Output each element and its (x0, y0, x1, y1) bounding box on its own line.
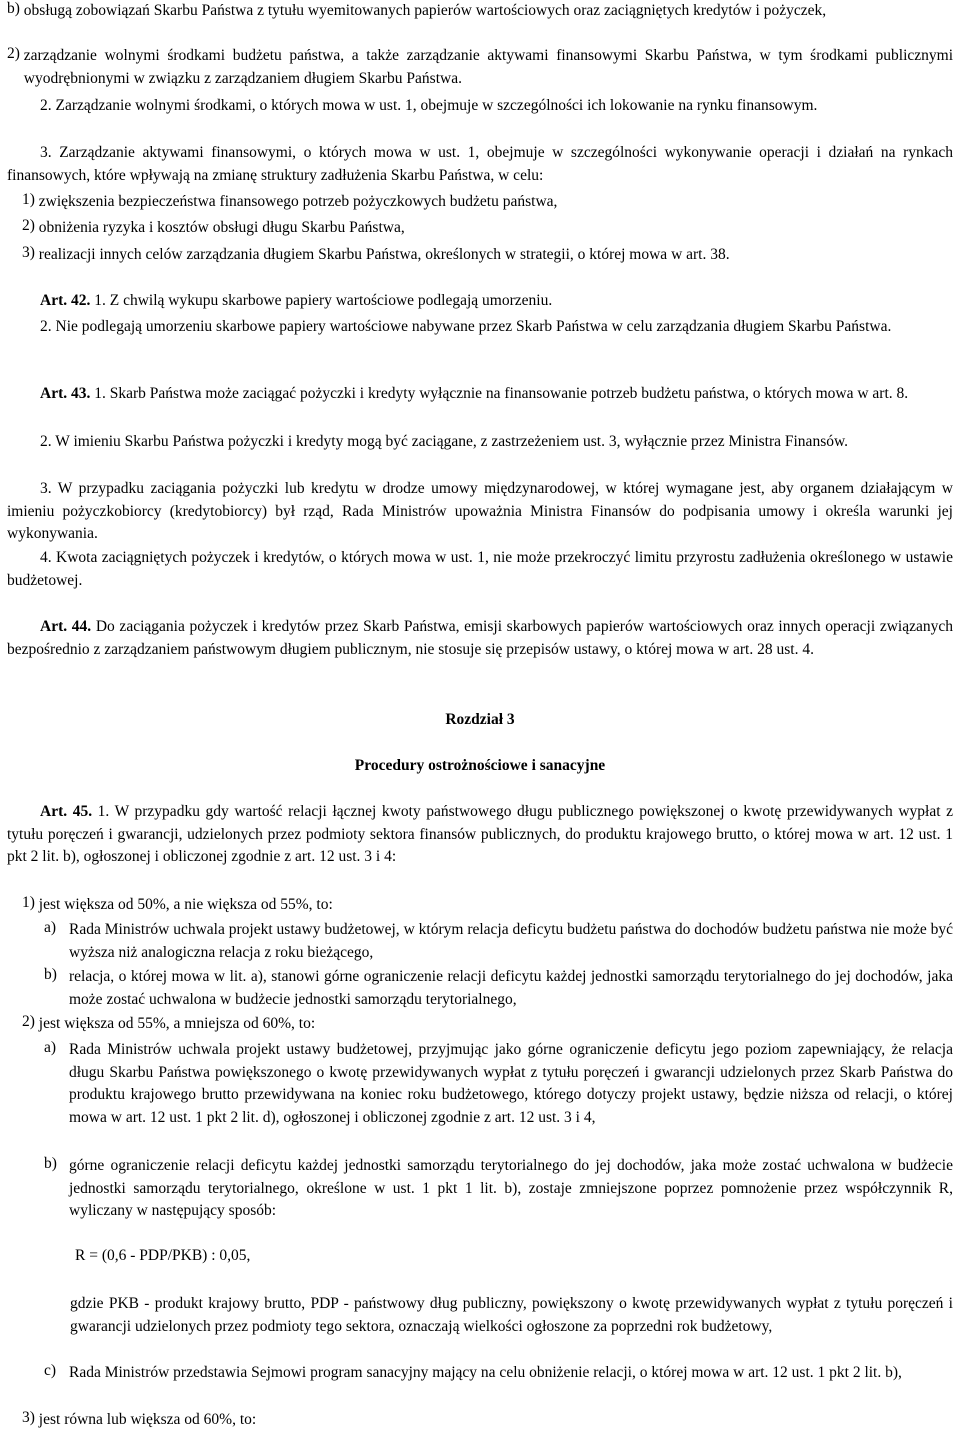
list-item-text: Rada Ministrów uchwala projekt ustawy budżetowej, przyjmując jako górne ograniczenie deficytu jego poziom zapewniający, że relacja długu Skarbu Państwa powiększonego o kwotę przewidywanych wypłat z tytułu poręczeń i gwarancji udzielonych przez Skarb Państwa do produktu krajowego brutto przewidywana na koniec roku budżetowego, którego dotyczy projekt ustawy, będzie niższa od relacji, o której mowa w art. 12 ust. 1 pkt 2 lit. d), ogłoszonej i obliczonej zgodnie z art. 12 ust. 3 i 4, (69, 1041, 953, 1126)
list-item (44, 1039, 953, 1129)
formula: R = (0,6 - PDP/PKB) : 0,05, (75, 1247, 251, 1264)
list-item-text: Rada Ministrów przedstawia Sejmowi program sanacyjny mający na celu obniżenie relacji, o której mowa w art. 12 ust. 1 pkt 2 lit. b), (69, 1364, 902, 1381)
formula-definition: gdzie PKB - produkt krajowy brutto, PDP - państwowy dług publiczny, powiększony o kwotę przewidywanych wypłat z tytułu poręczeń i gwarancji udzielonych przez podmioty tego sektora, oznaczają wielkości ogłoszone za poprzedni rok budżetowy, (70, 1295, 953, 1335)
list-item (22, 217, 953, 240)
article-label: Art. 45. (40, 803, 93, 820)
list-marker: 2) (7, 45, 24, 62)
article-45 (7, 801, 953, 869)
list-item (22, 1013, 953, 1036)
list-item-text: relacja, o której mowa w lit. a), stanowi górne ograniczenie relacji deficytu każdej jednostki samorządu terytorialnego do jej dochodów, jaka może zostać uchwalona w budżecie jednostki samorządu terytorialnego, (69, 968, 953, 1008)
list-marker: 2) (22, 217, 39, 234)
list-item (7, 0, 953, 23)
paragraph: 4. Kwota zaciągniętych pożyczek i kredytów, o których mowa w ust. 1, nie może przekroczyć limitu przyrostu zadłużenia określonego w ustawie budżetowej. (7, 549, 953, 589)
article-text: 1. Skarb Państwa może zaciągać pożyczki i kredyty wyłącznie na finansowanie potrzeb budżetu państwa, o których mowa w art. 8. (90, 385, 909, 402)
list-item-text: zwiększenia bezpieczeństwa finansowego potrzeb pożyczkowych budżetu państwa, (38, 193, 558, 210)
list-marker: b) (7, 0, 24, 17)
list-item-text: obniżenia ryzyka i kosztów obsługi długu Skarbu Państwa, (38, 219, 405, 236)
list-item-text: jest większa od 55%, a mniejsza od 60%, to: (38, 1015, 316, 1032)
list-item-text: realizacji innych celów zarządzania długiem Skarbu Państwa, określonych w strategii, o której mowa w art. 38. (38, 246, 730, 263)
list-marker: b) (44, 966, 61, 983)
list-item (44, 919, 953, 964)
article-label: Art. 42. (40, 292, 91, 309)
list-item (7, 45, 953, 90)
paragraph: 2. W imieniu Skarbu Państwa pożyczki i kredyty mogą być zaciągane, z zastrzeżeniem ust. 3, wyłącznie przez Ministra Finansów. (40, 433, 849, 450)
article-label: Art. 43. (40, 385, 91, 402)
list-item-text: obsługą zobowiązań Skarbu Państwa z tytułu wyemitowanych papierów wartościowych oraz zaciągniętych kredytów i pożyczek, (23, 2, 827, 19)
list-item-text: górne ograniczenie relacji deficytu każdej jednostki samorządu terytorialnego do jej dochodów, jaka może zostać uchwalona w budżecie jednostki samorządu terytorialnego, określone w ust. 1 pkt 1 lit. b), zostaje zmniejszone poprzez pomnożenie przez współczynnik R, wyliczany w następujący sposób: (69, 1157, 953, 1219)
list-item-text: zarządzanie wolnymi środkami budżetu państwa, a także zarządzanie aktywami finansowymi Skarbu Państwa, w tym środkami publicznymi wyodrębnionymi w związku z zarządzaniem długiem Skarbu Państwa. (23, 47, 953, 87)
article-text: 1. Z chwilą wykupu skarbowe papiery wartościowe podlegają umorzeniu. (90, 292, 553, 309)
list-item (22, 191, 953, 214)
list-marker: a) (44, 919, 60, 936)
list-marker: 2) (22, 1013, 39, 1030)
article-label: Art. 44. (40, 618, 92, 635)
list-marker: 3) (22, 244, 39, 261)
list-item (44, 1362, 953, 1385)
chapter-title: Rozdział 3 (445, 711, 515, 728)
paragraph: 2. Zarządzanie wolnymi środkami, o których mowa w ust. 1, obejmuje w szczególności ich lokowanie na rynku finansowym. (40, 97, 818, 114)
article-text: Do zaciągania pożyczek i kredytów przez Skarb Państwa, emisji skarbowych papierów wartościowych oraz innych operacji związanych bezpośrednio z zarządzaniem państwowym długiem publicznym, nie stosuje się przepisów ustawy, o której mowa w art. 28 ust. 4. (7, 618, 953, 658)
list-marker: 3) (22, 1409, 39, 1426)
paragraph: 2. Nie podlegają umorzeniu skarbowe papiery wartościowe nabywane przez Skarb Państwa w celu zarządzania długiem Skarbu Państwa. (40, 318, 892, 335)
list-marker: b) (44, 1155, 61, 1172)
list-item-text: Rada Ministrów uchwala projekt ustawy budżetowej, w którym relacja deficytu budżetu państwa do dochodów budżetu państwa nie może być wyższa niż analogiczna relacja z roku bieżącego, (69, 921, 953, 961)
paragraph: 3. Zarządzanie aktywami finansowymi, o których mowa w ust. 1, obejmuje w szczególności wykonywanie operacji i działań na rynkach finansowych, które wpływają na zmianę struktury zadłużenia Skarbu Państwa, w celu: (7, 144, 953, 184)
article-43 (7, 383, 953, 406)
chapter-subtitle: Procedury ostrożnościowe i sanacyjne (354, 757, 606, 774)
paragraph: 3. W przypadku zaciągania pożyczki lub kredytu w drodze umowy międzynarodowej, w której wymagane jest, aby organem działającym w imieniu pożyczkobiorcy (kredytobiorcy) był rząd, Rada Ministrów upoważnia Ministra Finansów do podpisania umowy i określa warunki jej wykonywania. (7, 480, 953, 542)
list-item (22, 894, 953, 917)
list-item (44, 1155, 953, 1223)
list-marker: 1) (22, 894, 39, 911)
list-marker: c) (44, 1362, 60, 1379)
article-44 (7, 616, 953, 661)
list-marker: 1) (22, 191, 39, 208)
list-item-text: jest większa od 50%, a nie większa od 55%, to: (38, 896, 333, 913)
article-text: 1. W przypadku gdy wartość relacji łącznej kwoty państwowego długu publicznego powiększonej o kwotę przewidywanych wypłat z tytułu poręczeń i gwarancji, udzielonych przez podmioty sektora finansów publicznych, do produktu krajowego brutto, o której mowa w art. 12 ust. 1 pkt 2 lit. b), ogłoszonej i obliczonej zgodnie z art. 12 ust. 3 i 4: (7, 803, 953, 865)
list-marker: a) (44, 1039, 60, 1056)
list-item (22, 1409, 953, 1432)
article-42 (7, 290, 953, 313)
list-item (22, 244, 953, 267)
list-item-text: jest równa lub większa od 60%, to: (38, 1411, 257, 1428)
list-item (44, 966, 953, 1011)
